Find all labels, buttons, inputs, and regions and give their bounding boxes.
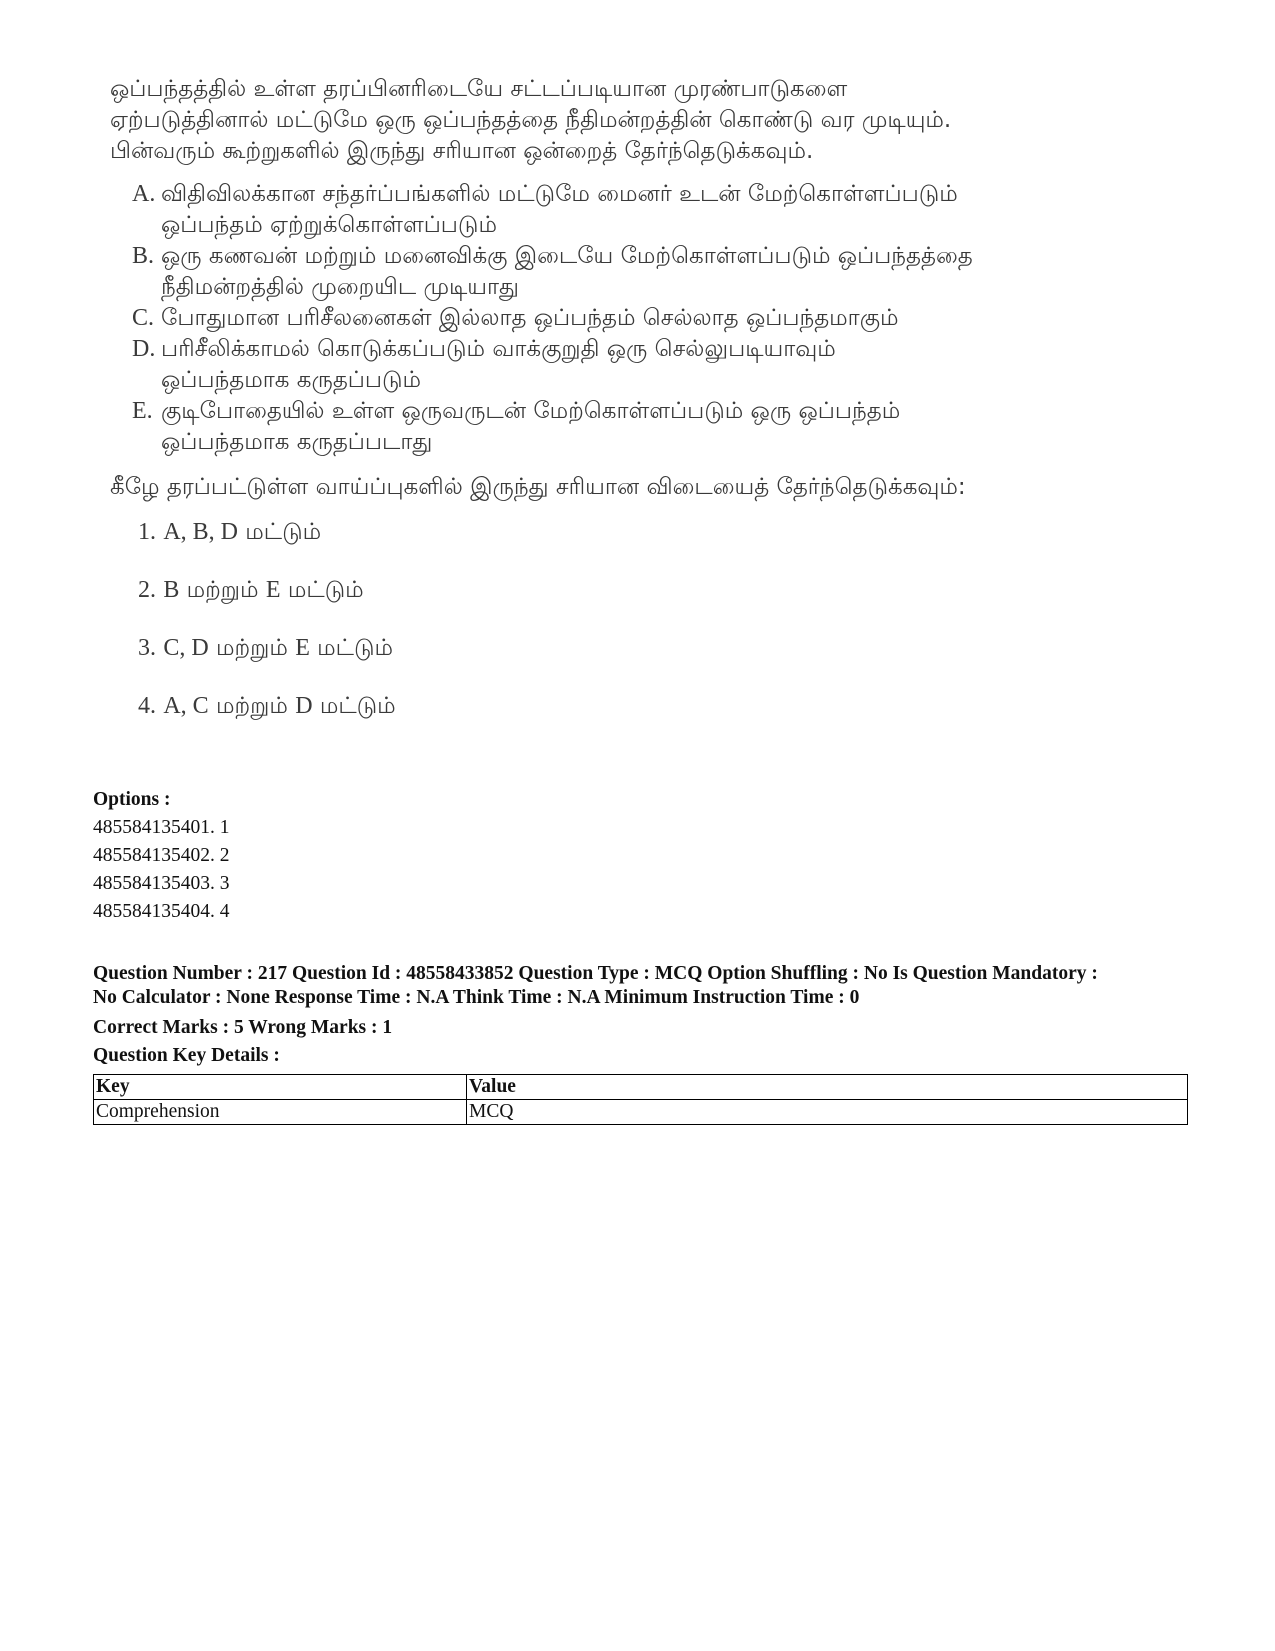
statement-line: பரிசீலிக்காமல் கொடுக்கப்படும் வாக்குறுதி ஒரு செல்லுபடியாவும்: [161, 336, 836, 362]
statement-line: ஒரு கணவன் மற்றும் மனைவிக்கு இடையே மேற்கொள்ளப்படும் ஒப்பந்தத்தை: [161, 243, 973, 269]
statement-d: [132, 334, 1170, 396]
question-info-line: No Calculator : None Response Time : N.A Think Time : N.A Minimum Instruction Time : 0: [93, 987, 860, 1008]
question-info: [93, 962, 1193, 1010]
table-header-cell: Key: [94, 1075, 467, 1100]
statement-line: ஒப்பந்தமாக கருதப்படும்: [161, 367, 422, 393]
options-header: Options :: [93, 789, 171, 810]
choice-3: [138, 633, 1170, 691]
statement-text: [161, 303, 899, 334]
key-details-header: Question Key Details :: [93, 1045, 280, 1066]
option-item: 485584135402. 2: [93, 845, 230, 866]
statement-list: [110, 179, 1170, 458]
choice-letters: A, B, D: [163, 519, 238, 545]
choice-conjunction: மற்றும்: [186, 577, 259, 603]
question-metadata: [93, 786, 1193, 1125]
statement-letter: E.: [132, 398, 153, 424]
choice-tamil: மட்டும்: [319, 693, 396, 719]
statement-a: [132, 179, 1170, 241]
statement-letter: D.: [132, 336, 156, 362]
answer-prompt: கீழே தரப்பட்டுள்ள வாய்ப்புகளில் இருந்து சரியான விடையைத் தேர்ந்தெடுக்கவும்:: [110, 474, 966, 500]
statement-line: ஒப்பந்தம் ஏற்றுக்கொள்ளப்படும்: [161, 212, 497, 238]
choice-number: 1.: [138, 519, 156, 545]
choice-letters: D: [295, 693, 313, 719]
option-item: 485584135403. 3: [93, 873, 230, 894]
choice-number: 2.: [138, 577, 156, 603]
stem-line: ஒப்பந்தத்தில் உள்ள தரப்பினரிடையே சட்டப்படியான முரண்பாடுகளை: [110, 76, 848, 102]
choice-letters: E: [295, 635, 310, 661]
statement-text: [161, 396, 900, 458]
choice-conjunction: மற்றும்: [215, 635, 288, 661]
statement-b: [132, 241, 1170, 303]
statement-letter: C.: [132, 305, 155, 331]
statement-text: [161, 334, 836, 396]
choice-list: [110, 517, 1170, 749]
option-item: 485584135401. 1: [93, 817, 230, 838]
statement-line: ஒப்பந்தமாக கருதப்படாது: [161, 429, 433, 455]
marks-line: Correct Marks : 5 Wrong Marks : 1: [93, 1017, 393, 1038]
statement-c: [132, 303, 1170, 334]
statement-text: [161, 179, 958, 241]
statement-letter: A.: [132, 181, 156, 207]
stem-line: பின்வரும் கூற்றுகளில் இருந்து சரியான ஒன்றைத் தேர்ந்தெடுக்கவும்.: [110, 138, 814, 164]
choice-1: [138, 517, 1170, 575]
choice-4: [138, 691, 1170, 749]
choice-letters: B: [163, 577, 180, 603]
key-details-table: [93, 1074, 1188, 1125]
option-item: 485584135404. 4: [93, 901, 230, 922]
choice-conjunction: மற்றும்: [215, 693, 288, 719]
statement-line: போதுமான பரிசீலனைகள் இல்லாத ஒப்பந்தம் செல்லாத ஒப்பந்தமாகும்: [161, 305, 899, 331]
options-list: [93, 814, 1193, 926]
statement-line: நீதிமன்றத்தில் முறையிட முடியாது: [161, 274, 519, 300]
choice-letters: C, D: [163, 635, 209, 661]
statement-line: குடிபோதையில் உள்ள ஒருவருடன் மேற்கொள்ளப்படும் ஒரு ஒப்பந்தம்: [161, 398, 901, 424]
question-stem: [110, 74, 1170, 167]
statement-letter: B.: [132, 243, 155, 269]
choice-2: [138, 575, 1170, 633]
statement-text: [161, 241, 973, 303]
table-cell: Comprehension: [94, 1100, 467, 1125]
question-content-image: [110, 74, 1170, 749]
table-cell: MCQ: [467, 1100, 1188, 1125]
choice-letters: A, C: [163, 693, 209, 719]
table-header-cell: Value: [467, 1075, 1188, 1100]
table-row: [94, 1100, 1188, 1125]
choice-number: 3.: [138, 635, 156, 661]
choice-number: 4.: [138, 693, 156, 719]
table-header-row: [94, 1075, 1188, 1100]
choice-tamil: மட்டும்: [317, 635, 394, 661]
choice-letters: E: [265, 577, 281, 603]
statement-e: [132, 396, 1170, 458]
question-info-line: Question Number : 217 Question Id : 48558433852 Question Type : MCQ Option Shuffling : No Is Question Mandatory :: [93, 963, 1098, 984]
stem-line: ஏற்படுத்தினால் மட்டுமே ஒரு ஒப்பந்தத்தை நீதிமன்றத்தின் கொண்டு வர முடியும்.: [110, 107, 952, 133]
statement-line: விதிவிலக்கான சந்தர்ப்பங்களில் மட்டுமே மைனர் உடன் மேற்கொள்ளப்படும்: [161, 181, 958, 207]
choice-tamil: மட்டும்: [245, 519, 322, 545]
choice-tamil: மட்டும்: [287, 577, 364, 603]
